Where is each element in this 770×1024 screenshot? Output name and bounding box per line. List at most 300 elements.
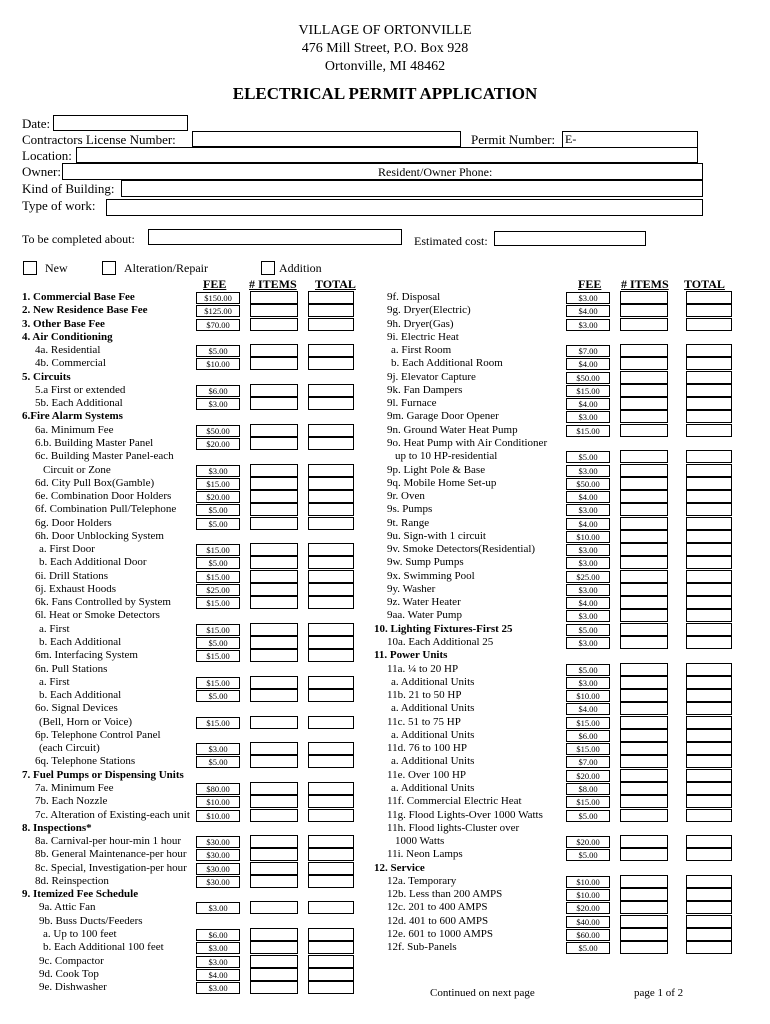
item-count-field[interactable] [250, 689, 298, 702]
fee-item-label: 12a. Temporary [387, 874, 457, 887]
item-count-field[interactable] [250, 357, 298, 370]
item-total-field[interactable] [686, 676, 732, 689]
item-count-field[interactable] [250, 875, 298, 888]
location-field[interactable] [76, 147, 698, 163]
fee-amount: $6.00 [196, 929, 240, 941]
item-count-field[interactable] [620, 583, 668, 596]
fee-amount: $15.00 [566, 425, 610, 437]
fee-amount: $70.00 [196, 319, 240, 331]
item-total-field[interactable] [308, 649, 354, 662]
item-total-field[interactable] [308, 955, 354, 968]
new-checkbox[interactable] [23, 261, 37, 275]
item-count-field[interactable] [250, 649, 298, 662]
fee-item-label: 11f. Commercial Electric Heat [387, 795, 522, 808]
form-title: ELECTRICAL PERMIT APPLICATION [232, 84, 538, 103]
item-total-field[interactable] [686, 291, 732, 304]
fee-amount: $3.00 [196, 465, 240, 477]
item-count-field[interactable] [250, 676, 298, 689]
item-total-field[interactable] [308, 795, 354, 808]
item-count-field[interactable] [250, 570, 298, 583]
items-header-right: # ITEMS [621, 277, 669, 291]
date-label: Date: [22, 116, 51, 131]
item-total-field[interactable] [308, 636, 354, 649]
item-total-field[interactable] [308, 464, 354, 477]
new-label: New [45, 261, 68, 275]
fee-item-label: 9s. Pumps [387, 503, 433, 516]
item-count-field[interactable] [250, 981, 298, 994]
item-count-field[interactable] [250, 344, 298, 357]
item-total-field[interactable] [686, 716, 732, 729]
fee-item-label: Circuit or Zone [43, 463, 111, 476]
item-count-field[interactable] [620, 609, 668, 622]
fee-amount: $15.00 [196, 677, 240, 689]
item-count-field[interactable] [620, 304, 668, 317]
item-total-field[interactable] [308, 384, 354, 397]
item-total-field[interactable] [686, 410, 732, 423]
item-total-field[interactable] [686, 941, 732, 954]
fee-amount: $3.00 [566, 292, 610, 304]
item-count-field[interactable] [620, 344, 668, 357]
item-total-field[interactable] [308, 437, 354, 450]
location-label: Location: [22, 148, 72, 163]
type-field[interactable] [106, 199, 703, 216]
fee-amount: $30.00 [196, 849, 240, 861]
fee-amount: $5.00 [566, 849, 610, 861]
fee-amount: $15.00 [566, 743, 610, 755]
item-count-field[interactable] [620, 795, 668, 808]
fee-item-label: 9x. Swimming Pool [387, 569, 475, 582]
fee-item-label: 6.b. Building Master Panel [35, 436, 154, 449]
city-address: Ortonville, MI 48462 [324, 59, 446, 74]
item-total-field[interactable] [308, 304, 354, 317]
item-count-field[interactable] [620, 490, 668, 503]
item-total-field[interactable] [686, 702, 732, 715]
fee-item-label: 6f. Combination Pull/Telephone [35, 503, 177, 516]
item-total-field[interactable] [308, 875, 354, 888]
item-total-field[interactable] [686, 769, 732, 782]
fee-amount: $5.00 [196, 518, 240, 530]
item-count-field[interactable] [620, 477, 668, 490]
fee-item-label: 8d. Reinspection [35, 874, 109, 887]
item-count-field[interactable] [620, 556, 668, 569]
fee-item-label: 12f. Sub-Panels [387, 941, 457, 954]
item-count-field[interactable] [250, 424, 298, 437]
item-count-field[interactable] [620, 464, 668, 477]
fee-item-label: 8. Inspections* [22, 821, 92, 834]
fee-item-label: 11d. 76 to 100 HP [387, 742, 467, 755]
item-total-field[interactable] [686, 583, 732, 596]
item-total-field[interactable] [686, 915, 732, 928]
item-count-field[interactable] [250, 782, 298, 795]
item-count-field[interactable] [250, 304, 298, 317]
item-count-field[interactable] [620, 875, 668, 888]
fee-item-label: a. Additional Units [391, 702, 475, 715]
item-count-field[interactable] [250, 755, 298, 768]
fee-item-label: 9g. Dryer(Electric) [387, 304, 471, 317]
item-count-field[interactable] [620, 384, 668, 397]
item-count-field[interactable] [620, 623, 668, 636]
fee-amount: $4.00 [566, 305, 610, 317]
item-total-field[interactable] [308, 344, 354, 357]
item-count-field[interactable] [250, 636, 298, 649]
fee-item-label: 5b. Each Additional [35, 397, 123, 410]
fee-item-label: 12d. 401 to 600 AMPS [387, 914, 489, 927]
item-count-field[interactable] [620, 901, 668, 914]
continued-note: Continued on next page [430, 987, 535, 999]
item-total-field[interactable] [686, 450, 732, 463]
fee-item-label: 9p. Light Pole & Base [387, 463, 486, 476]
item-count-field[interactable] [620, 928, 668, 941]
item-count-field[interactable] [620, 702, 668, 715]
fee-amount: $7.00 [566, 756, 610, 768]
item-total-field[interactable] [308, 981, 354, 994]
owner-label: Owner: [22, 164, 61, 179]
fee-amount: $15.00 [566, 385, 610, 397]
fee-amount: $15.00 [196, 717, 240, 729]
item-count-field[interactable] [620, 570, 668, 583]
fee-amount: $3.00 [196, 743, 240, 755]
fee-amount: $7.00 [566, 345, 610, 357]
item-total-field[interactable] [308, 809, 354, 822]
item-total-field[interactable] [686, 742, 732, 755]
item-count-field[interactable] [250, 795, 298, 808]
item-total-field[interactable] [308, 477, 354, 490]
item-total-field[interactable] [308, 543, 354, 556]
fee-amount: $10.00 [196, 796, 240, 808]
kind-field[interactable] [121, 180, 703, 197]
fee-item-label: a. First [39, 675, 70, 688]
fee-amount: $10.00 [566, 889, 610, 901]
kind-label: Kind of Building: [22, 181, 115, 196]
fee-item-label: b. Each Additional Room [391, 357, 503, 370]
item-total-field[interactable] [308, 689, 354, 702]
item-total-field[interactable] [308, 570, 354, 583]
item-total-field[interactable] [686, 464, 732, 477]
item-total-field[interactable] [308, 490, 354, 503]
fee-item-label: 7a. Minimum Fee [35, 781, 114, 794]
item-count-field[interactable] [250, 716, 298, 729]
item-count-field[interactable] [250, 742, 298, 755]
item-total-field[interactable] [686, 477, 732, 490]
fee-amount: $10.00 [566, 531, 610, 543]
item-count-field[interactable] [620, 503, 668, 516]
item-total-field[interactable] [308, 742, 354, 755]
item-count-field[interactable] [620, 729, 668, 742]
fee-amount: $6.00 [196, 385, 240, 397]
item-count-field[interactable] [250, 583, 298, 596]
alteration-label: Alteration/Repair [124, 261, 208, 275]
item-total-field[interactable] [686, 729, 732, 742]
fee-item-label: 10. Lighting Fixtures-First 25 [374, 622, 513, 635]
fee-item-label: b. Each Additional Door [39, 556, 147, 569]
fee-amount: $20.00 [196, 438, 240, 450]
fee-item-label: 1000 Watts [395, 835, 445, 848]
item-total-field[interactable] [686, 318, 732, 331]
item-count-field[interactable] [620, 636, 668, 649]
fee-amount: $3.00 [566, 465, 610, 477]
fee-amount: $5.00 [566, 624, 610, 636]
fee-item-label: 12e. 601 to 1000 AMPS [387, 927, 494, 940]
fee-item-label: 1. Commercial Base Fee [22, 291, 135, 303]
alteration-checkbox[interactable] [102, 261, 116, 275]
item-count-field[interactable] [620, 848, 668, 861]
item-count-field[interactable] [250, 543, 298, 556]
fee-item-label: 9m. Garage Door Opener [387, 410, 499, 423]
item-total-field[interactable] [686, 795, 732, 808]
fee-amount: $3.00 [196, 902, 240, 914]
item-count-field[interactable] [620, 357, 668, 370]
item-total-field[interactable] [686, 517, 732, 530]
fee-header-right: FEE [578, 277, 602, 291]
fee-item-label: 9l. Furnace [387, 397, 437, 410]
item-total-field[interactable] [686, 304, 732, 317]
fee-amount: $5.00 [196, 756, 240, 768]
fee-amount: $20.00 [566, 836, 610, 848]
item-total-field[interactable] [686, 384, 732, 397]
item-total-field[interactable] [686, 928, 732, 941]
fee-amount: $4.00 [566, 703, 610, 715]
item-total-field[interactable] [308, 676, 354, 689]
item-total-field[interactable] [308, 596, 354, 609]
fee-amount: $10.00 [566, 876, 610, 888]
item-total-field[interactable] [686, 357, 732, 370]
item-count-field[interactable] [250, 397, 298, 410]
item-count-field[interactable] [620, 941, 668, 954]
fee-amount: $20.00 [566, 770, 610, 782]
fee-amount: $150.00 [196, 292, 240, 304]
item-total-field[interactable] [686, 490, 732, 503]
item-count-field[interactable] [620, 450, 668, 463]
item-total-field[interactable] [308, 318, 354, 331]
license-label: Contractors License Number: [22, 132, 176, 147]
item-count-field[interactable] [250, 623, 298, 636]
item-total-field[interactable] [686, 875, 732, 888]
total-header-left: TOTAL [315, 277, 356, 291]
fee-item-label: 9b. Buss Ducts/Feeders [39, 914, 143, 927]
item-total-field[interactable] [308, 357, 354, 370]
item-total-field[interactable] [686, 570, 732, 583]
item-count-field[interactable] [620, 291, 668, 304]
item-total-field[interactable] [686, 424, 732, 437]
about-label: To be completed about: [22, 232, 135, 246]
item-count-field[interactable] [620, 742, 668, 755]
item-total-field[interactable] [308, 517, 354, 530]
fee-item-label: 9r. Oven [387, 490, 425, 503]
item-total-field[interactable] [686, 689, 732, 702]
fee-item-label: 11h. Flood lights-Cluster over [387, 821, 520, 834]
item-count-field[interactable] [250, 955, 298, 968]
item-total-field[interactable] [686, 371, 732, 384]
cost-field[interactable] [494, 231, 646, 246]
item-total-field[interactable] [686, 623, 732, 636]
about-field[interactable] [148, 229, 402, 245]
fee-amount: $20.00 [196, 491, 240, 503]
fee-item-label: 11. Power Units [374, 649, 448, 662]
fee-item-label: 6a. Minimum Fee [35, 423, 114, 436]
item-count-field[interactable] [620, 397, 668, 410]
fee-item-label: 9t. Range [387, 516, 430, 529]
item-total-field[interactable] [686, 835, 732, 848]
item-total-field[interactable] [686, 636, 732, 649]
item-total-field[interactable] [686, 503, 732, 516]
item-total-field[interactable] [686, 596, 732, 609]
fee-amount: $30.00 [196, 836, 240, 848]
fee-item-label: 9i. Electric Heat [387, 330, 459, 343]
item-total-field[interactable] [308, 291, 354, 304]
fee-amount: $5.00 [196, 345, 240, 357]
item-total-field[interactable] [686, 755, 732, 768]
item-total-field[interactable] [686, 543, 732, 556]
item-total-field[interactable] [308, 556, 354, 569]
item-count-field[interactable] [620, 424, 668, 437]
fee-item-label: b. Each Additional [39, 636, 122, 649]
total-header-right: TOTAL [684, 277, 725, 291]
fee-item-label: 4. Air Conditioning [22, 330, 113, 343]
fee-item-label: 9aa. Water Pump [387, 609, 462, 622]
item-total-field[interactable] [308, 782, 354, 795]
fee-amount: $3.00 [566, 610, 610, 622]
fee-item-label: a. Up to 100 feet [43, 927, 117, 940]
item-count-field[interactable] [620, 689, 668, 702]
item-total-field[interactable] [686, 397, 732, 410]
fee-amount: $5.00 [196, 690, 240, 702]
item-total-field[interactable] [308, 848, 354, 861]
item-total-field[interactable] [308, 503, 354, 516]
item-count-field[interactable] [620, 410, 668, 423]
fee-item-label: 5. Circuits [22, 370, 71, 383]
license-field[interactable] [192, 131, 461, 147]
item-count-field[interactable] [620, 809, 668, 822]
item-total-field[interactable] [308, 716, 354, 729]
item-total-field[interactable] [686, 344, 732, 357]
permit-field[interactable]: E- [562, 131, 698, 148]
fee-item-label: 6c. Building Master Panel-each [35, 450, 174, 463]
fee-item-label: (each Circuit) [39, 742, 100, 755]
fee-amount: $25.00 [196, 584, 240, 596]
item-count-field[interactable] [250, 517, 298, 530]
item-total-field[interactable] [686, 663, 732, 676]
item-total-field[interactable] [308, 583, 354, 596]
item-count-field[interactable] [250, 809, 298, 822]
fee-amount: $5.00 [566, 664, 610, 676]
item-total-field[interactable] [308, 755, 354, 768]
item-count-field[interactable] [250, 848, 298, 861]
item-count-field[interactable] [250, 556, 298, 569]
item-total-field[interactable] [308, 862, 354, 875]
fee-item-label: 9u. Sign-with 1 circuit [387, 529, 486, 542]
fee-amount: $15.00 [196, 478, 240, 490]
item-count-field[interactable] [250, 901, 298, 914]
item-count-field[interactable] [250, 490, 298, 503]
item-total-field[interactable] [308, 968, 354, 981]
fee-item-label: 6h. Door Unblocking System [35, 529, 164, 542]
item-count-field[interactable] [620, 371, 668, 384]
addition-checkbox[interactable] [261, 261, 275, 275]
date-field[interactable] [53, 115, 188, 131]
item-count-field[interactable] [620, 769, 668, 782]
item-total-field[interactable] [308, 941, 354, 954]
item-count-field[interactable] [250, 318, 298, 331]
item-total-field[interactable] [686, 901, 732, 914]
item-count-field[interactable] [250, 862, 298, 875]
fee-item-label: b. Each Additional [39, 689, 122, 702]
item-count-field[interactable] [250, 503, 298, 516]
fee-amount: $15.00 [566, 717, 610, 729]
item-count-field[interactable] [250, 968, 298, 981]
fee-item-label: 9o. Heat Pump with Air Conditioner [387, 436, 548, 449]
item-count-field[interactable] [620, 755, 668, 768]
fee-amount: $4.00 [196, 969, 240, 981]
item-count-field[interactable] [250, 437, 298, 450]
item-total-field[interactable] [686, 530, 732, 543]
fee-item-label: 6m. Interfacing System [35, 649, 138, 662]
item-count-field[interactable] [620, 782, 668, 795]
item-count-field[interactable] [620, 517, 668, 530]
item-count-field[interactable] [620, 530, 668, 543]
fee-amount: $3.00 [566, 411, 610, 423]
item-total-field[interactable] [686, 782, 732, 795]
item-total-field[interactable] [308, 928, 354, 941]
fee-item-label: 11i. Neon Lamps [387, 848, 463, 861]
fee-item-label: 9k. Fan Dampers [387, 383, 463, 396]
item-total-field[interactable] [308, 901, 354, 914]
item-count-field[interactable] [620, 318, 668, 331]
fee-item-label: 6k. Fans Controlled by System [35, 596, 171, 609]
item-count-field[interactable] [620, 915, 668, 928]
fee-amount: $3.00 [196, 956, 240, 968]
item-total-field[interactable] [686, 609, 732, 622]
fee-item-label: 9v. Smoke Detectors(Residential) [387, 543, 536, 556]
item-total-field[interactable] [308, 835, 354, 848]
item-total-field[interactable] [308, 397, 354, 410]
item-total-field[interactable] [686, 848, 732, 861]
fee-amount: $5.00 [566, 810, 610, 822]
fee-item-label: 9f. Disposal [387, 291, 441, 303]
item-total-field[interactable] [308, 424, 354, 437]
item-count-field[interactable] [620, 543, 668, 556]
permit-label: Permit Number: [471, 132, 556, 147]
item-count-field[interactable] [250, 596, 298, 609]
fee-item-label: 7c. Alteration of Existing-each unit [35, 808, 190, 821]
item-total-field[interactable] [686, 809, 732, 822]
item-total-field[interactable] [686, 556, 732, 569]
item-count-field[interactable] [250, 291, 298, 304]
item-total-field[interactable] [686, 888, 732, 901]
fee-amount: $5.00 [196, 637, 240, 649]
item-count-field[interactable] [620, 888, 668, 901]
item-count-field[interactable] [620, 716, 668, 729]
fee-item-label: 6e. Combination Door Holders [35, 490, 172, 503]
page-number: page 1 of 2 [634, 987, 684, 999]
fee-amount: $15.00 [196, 597, 240, 609]
fee-item-label: 9z. Water Heater [387, 596, 461, 609]
fee-amount: $25.00 [566, 571, 610, 583]
item-count-field[interactable] [250, 384, 298, 397]
item-count-field[interactable] [250, 835, 298, 848]
item-count-field[interactable] [250, 464, 298, 477]
item-count-field[interactable] [620, 676, 668, 689]
item-count-field[interactable] [250, 941, 298, 954]
item-count-field[interactable] [620, 596, 668, 609]
fee-item-label: 8a. Carnival-per hour-min 1 hour [35, 835, 182, 848]
item-count-field[interactable] [620, 835, 668, 848]
item-count-field[interactable] [620, 663, 668, 676]
fee-item-label: a. Additional Units [391, 755, 475, 768]
fee-item-label: 8c. Special, Investigation-per hour [35, 861, 187, 874]
item-count-field[interactable] [250, 477, 298, 490]
item-count-field[interactable] [250, 928, 298, 941]
item-total-field[interactable] [308, 623, 354, 636]
